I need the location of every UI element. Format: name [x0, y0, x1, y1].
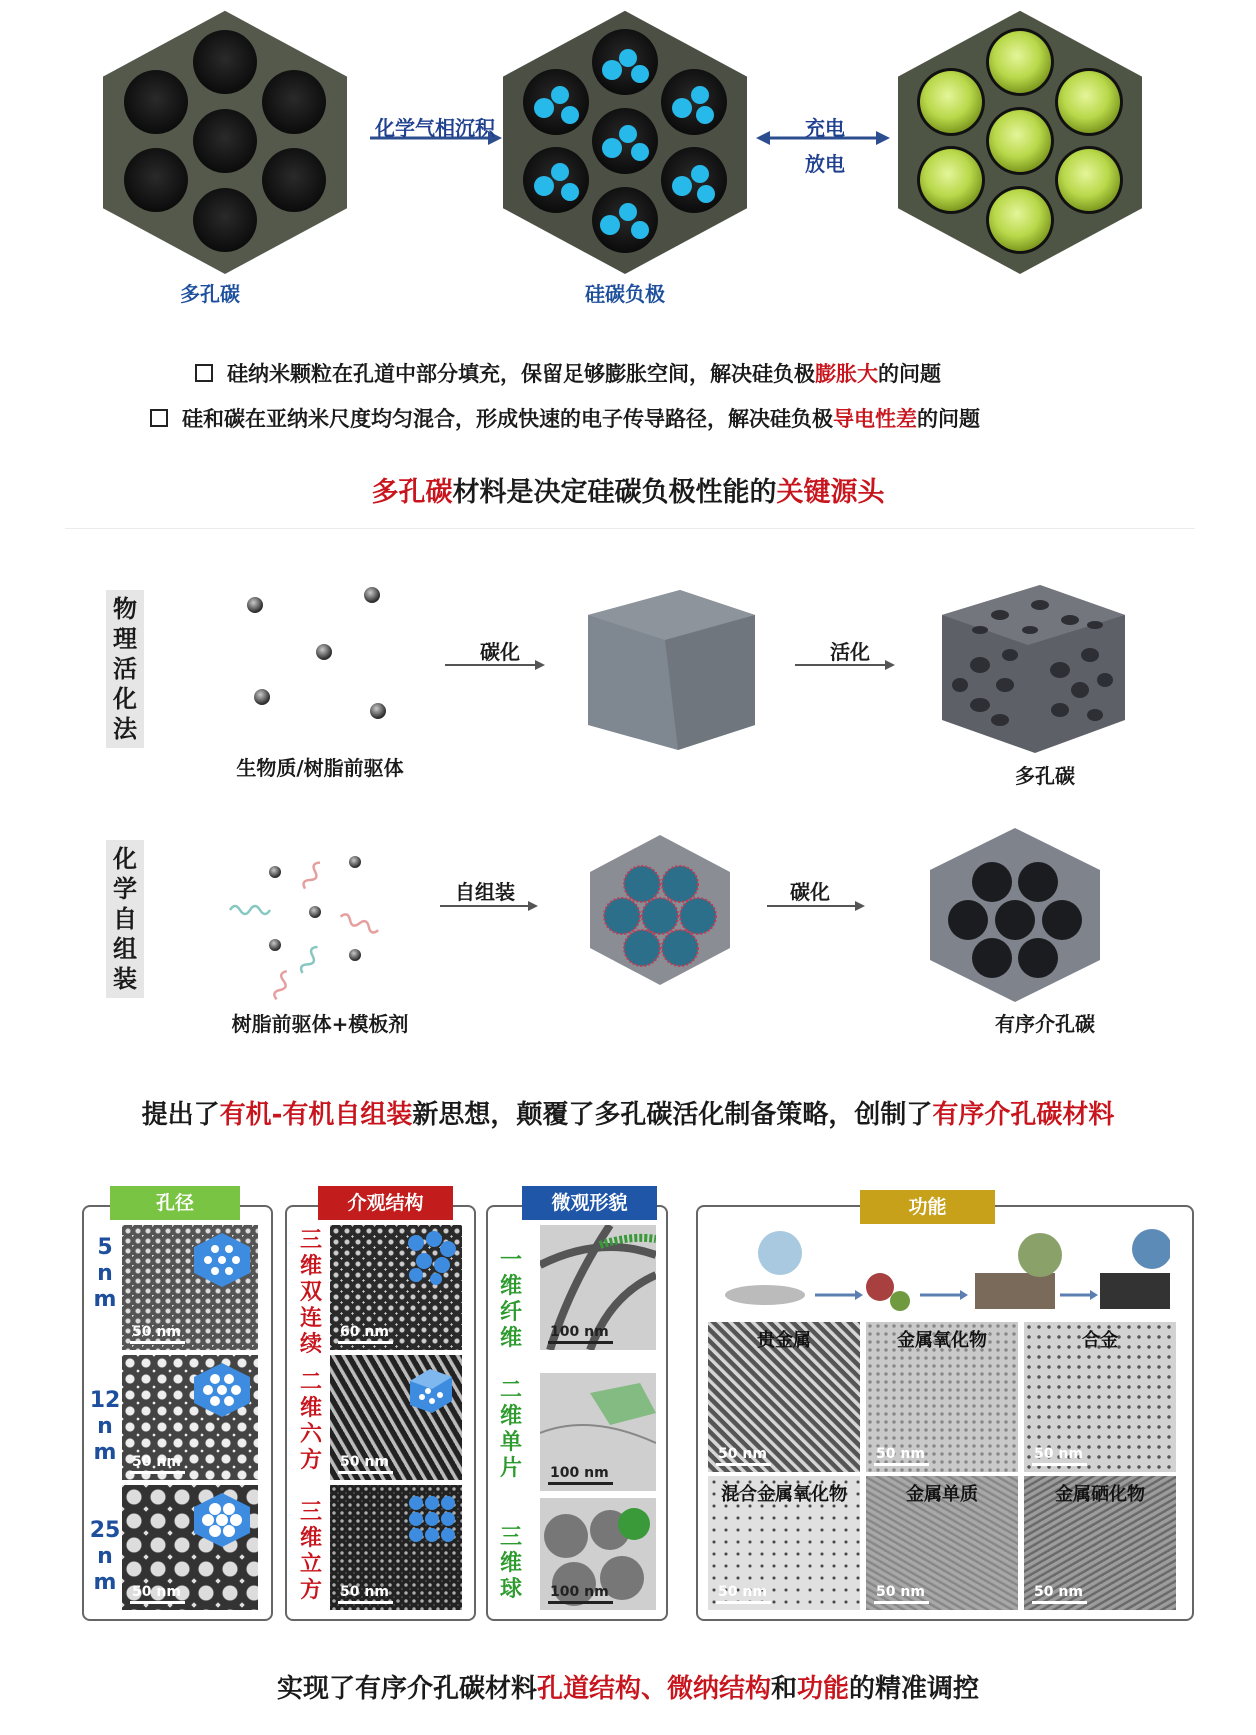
charged-hexagon	[898, 11, 1142, 274]
meso-label-cubic: 三 维 立 方	[299, 1500, 322, 1603]
charge-label: 充电	[805, 116, 845, 140]
tem-pore-12nm	[122, 1355, 258, 1480]
func-label-alloy: 合金	[1082, 1330, 1118, 1351]
tem-morph-sheet	[540, 1373, 656, 1491]
tem-meso-hexagonal	[330, 1355, 462, 1480]
tem-func-alloy	[1024, 1322, 1176, 1472]
method1-schematic	[200, 575, 1200, 775]
carbonization-label-1: 碳化	[480, 640, 520, 664]
morph-label-sheet: 二 维 单 片	[499, 1378, 522, 1481]
function-process-schematic	[720, 1225, 1170, 1320]
func-label-mixed-oxide: 混合金属氧化物	[721, 1484, 847, 1505]
si-carbon-hexagon	[503, 11, 747, 274]
scale-bar: 50 nm	[130, 1324, 185, 1344]
cubic-lattice-icon	[402, 1489, 458, 1545]
tem-morph-fiber	[540, 1225, 656, 1350]
pore-size-5nm: 5 n m	[93, 1235, 117, 1312]
cvd-label: 化学气相沉积	[375, 116, 495, 140]
scale-bar: 50 nm	[716, 1584, 771, 1604]
headline-key-source: 多孔碳材料是决定硅碳负极性能的关键源头	[371, 477, 885, 508]
scale-bar: 50 nm	[874, 1446, 929, 1466]
hex-prism-icon	[400, 1359, 458, 1417]
func-label-noble-metal: 贵金属	[757, 1330, 811, 1351]
tem-func-metal-oxide	[866, 1322, 1018, 1472]
activation-label: 活化	[830, 640, 870, 664]
tem-meso-cubic	[330, 1485, 462, 1610]
tem-func-metal	[866, 1476, 1018, 1610]
scale-bar: 50 nm	[1032, 1446, 1087, 1466]
top-schematic	[0, 0, 1256, 300]
scale-bar: 50 nm	[338, 1454, 393, 1474]
hexagon-model-icon	[192, 1491, 252, 1547]
tem-morph-sphere	[540, 1498, 656, 1610]
scale-bar: 50 nm	[338, 1584, 393, 1604]
scale-bar: 50 nm	[874, 1584, 929, 1604]
hexagon-model-icon	[192, 1361, 252, 1417]
tag-mesostructure: 介观结构	[318, 1186, 453, 1220]
scale-bar: 50 nm	[1032, 1584, 1087, 1604]
pore-size-25nm: 25 n m	[89, 1518, 121, 1595]
bullet-conductivity: 硅和碳在亚纳米尺度均匀混合，形成快速的电子传导路径，解决硅负极导电性差的问题	[150, 403, 980, 433]
porous-carbon-hexagon	[103, 11, 347, 274]
scale-bar: 60 nm	[338, 1324, 393, 1344]
ordered-mesoporous-hexagon	[930, 828, 1100, 1002]
tem-pore-25nm	[122, 1485, 258, 1610]
checkbox-icon	[150, 409, 168, 427]
carbonization-label-2: 碳化	[790, 880, 830, 904]
tem-func-noble-metal	[708, 1322, 860, 1472]
tag-pore-size: 孔径	[110, 1186, 240, 1220]
func-label-metal: 金属单质	[906, 1484, 978, 1505]
scale-bar: 100 nm	[548, 1324, 613, 1344]
scale-bar: 50 nm	[716, 1446, 771, 1466]
headline-self-assembly: 提出了有机-有机自组装新思想，颠覆了多孔碳活化制备策略，创制了有序介孔碳材料	[141, 1100, 1115, 1130]
cubic-model-icon	[402, 1229, 458, 1285]
tem-meso-bicontinuous	[330, 1225, 462, 1350]
tem-func-metal-selenide	[1024, 1476, 1176, 1610]
morph-label-sphere: 三 维 球	[499, 1525, 522, 1602]
self-assembly-label: 自组装	[455, 880, 515, 904]
tem-func-mixed-oxide	[708, 1476, 860, 1610]
meso-label-hexagonal: 二 维 六 方	[299, 1370, 322, 1473]
tem-pore-5nm	[122, 1225, 258, 1350]
pore-size-12nm: 12 n m	[89, 1388, 121, 1465]
method1-side-label: 物 理 活 化 法	[106, 590, 144, 748]
scale-bar: 50 nm	[130, 1584, 185, 1604]
func-label-metal-selenide: 金属硒化物	[1055, 1484, 1145, 1505]
morph-label-fiber: 一 维 纤 维	[499, 1248, 522, 1351]
divider	[65, 528, 1195, 529]
ordered-mesoporous-carbon-label: 有序介孔碳	[995, 1012, 1095, 1036]
discharge-label: 放电	[805, 152, 845, 176]
method2-side-label: 化 学 自 组 装	[106, 840, 144, 998]
porous-cube-icon	[942, 585, 1125, 753]
precursor-label-1: 生物质/树脂前驱体	[236, 756, 404, 780]
meso-label-bicontinuous: 三 维 双 连 续	[299, 1228, 322, 1357]
porous-carbon-product-label: 多孔碳	[1015, 764, 1075, 788]
scale-bar: 100 nm	[548, 1584, 613, 1604]
scale-bar: 100 nm	[548, 1465, 613, 1485]
scale-bar: 50 nm	[130, 1454, 185, 1474]
precursor-label-2: 树脂前驱体+模板剂	[231, 1012, 409, 1036]
tag-function: 功能	[860, 1190, 995, 1224]
tag-morphology: 微观形貌	[522, 1186, 657, 1220]
headline-precise-control: 实现了有序介孔碳材料孔道结构、微纳结构和功能的精准调控	[276, 1674, 980, 1704]
method2-schematic	[200, 820, 1200, 1020]
porous-carbon-label: 多孔碳	[180, 282, 240, 306]
bullet-expansion: 硅纳米颗粒在孔道中部分填充，保留足够膨胀空间，解决硅负极膨胀大的问题	[195, 358, 941, 388]
hexagon-model-icon	[192, 1231, 252, 1287]
si-carbon-anode-label: 硅碳负极	[585, 282, 665, 306]
checkbox-icon	[195, 364, 213, 382]
func-label-metal-oxide: 金属氧化物	[897, 1330, 987, 1351]
